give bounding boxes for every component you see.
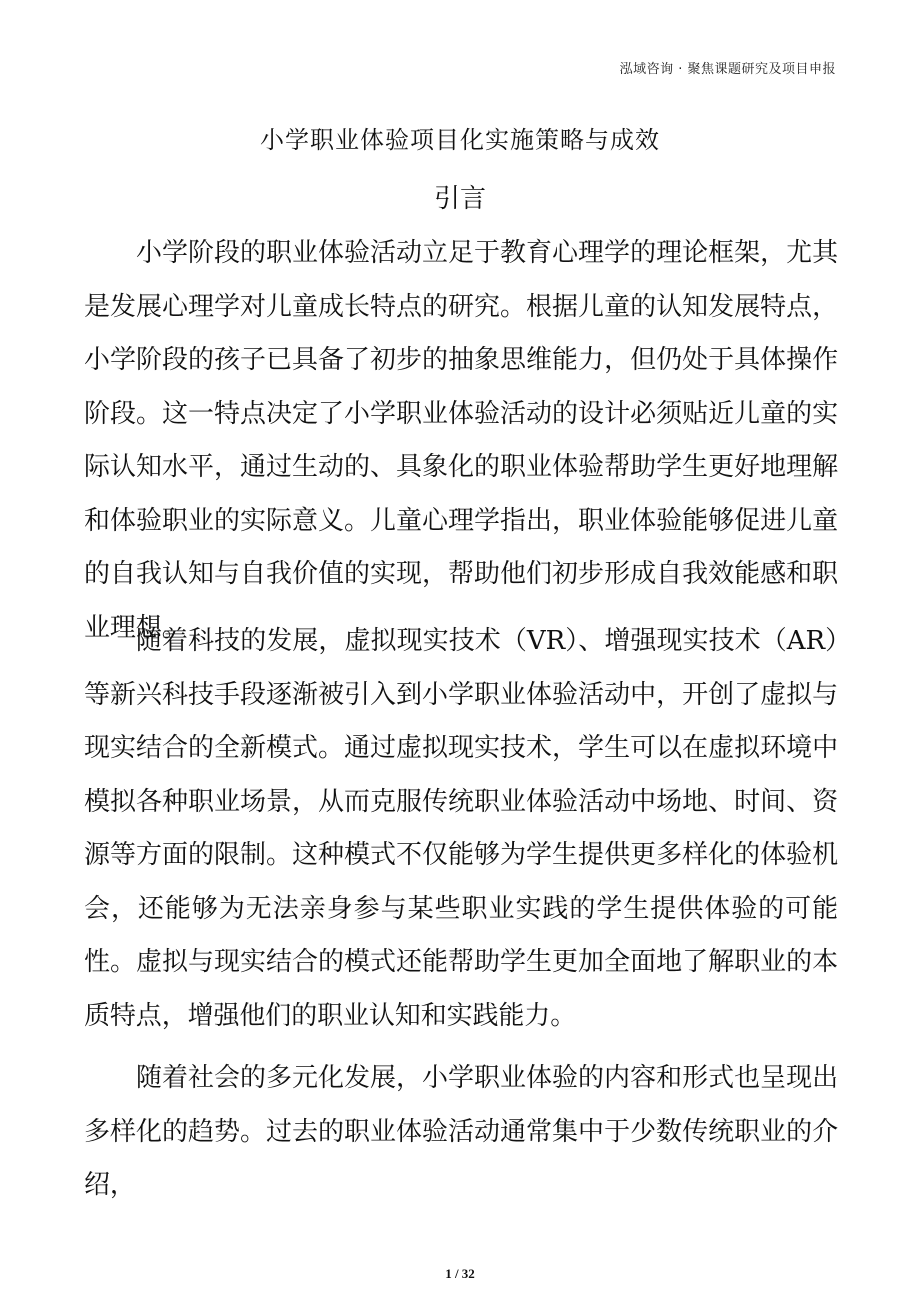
page-number: 1 / 32 <box>445 1266 475 1281</box>
paragraph-1: 小学阶段的职业体验活动立足于教育心理学的理论框架，尤其是发展心理学对儿童成长特点的研究。根据儿童的认知发展特点，小学阶段的孩子已具备了初步的抽象思维能力，但仍处于具体操作阶段。这一特点决定了小学职业体验活动的设计必须贴近儿童的实际认知水平，通过生动的、具象化的职业体验帮助学生更好地理解和体验职业的实际意义。儿童心理学指出，职业体验能够促进儿童的自我认知与自我价值的实现，帮助他们初步形成自我效能感和职业理想。 <box>84 238 838 643</box>
document-title: 小学职业体验项目化实施策略与成效 <box>260 126 660 154</box>
paragraph-3: 随着社会的多元化发展，小学职业体验的内容和形式也呈现出多样化的趋势。过去的职业体验活动通常集中于少数传统职业的介绍， <box>84 1063 838 1200</box>
page-header: 泓域咨询 · 聚焦课题研究及项目申报 <box>619 62 836 77</box>
paragraph-2: 随着科技的发展，虚拟现实技术（VR）、增强现实技术（AR）等新兴科技手段逐渐被引入到小学职业体验活动中，开创了虚拟与现实结合的全新模式。通过虚拟现实技术，学生可以在虚拟环境中模拟各种职业场景，从而克服传统职业体验活动中场地、时间、资源等方面的限制。这种模式不仅能够为学生提供更多样化的体验机会，还能够为无法亲身参与某些职业实践的学生提供体验的可能性。虚拟与现实结合的模式还能帮助学生更加全面地了解职业的本质特点，增强他们的职业认知和实践能力。 <box>84 626 838 1031</box>
section-heading: 引言 <box>433 184 486 214</box>
